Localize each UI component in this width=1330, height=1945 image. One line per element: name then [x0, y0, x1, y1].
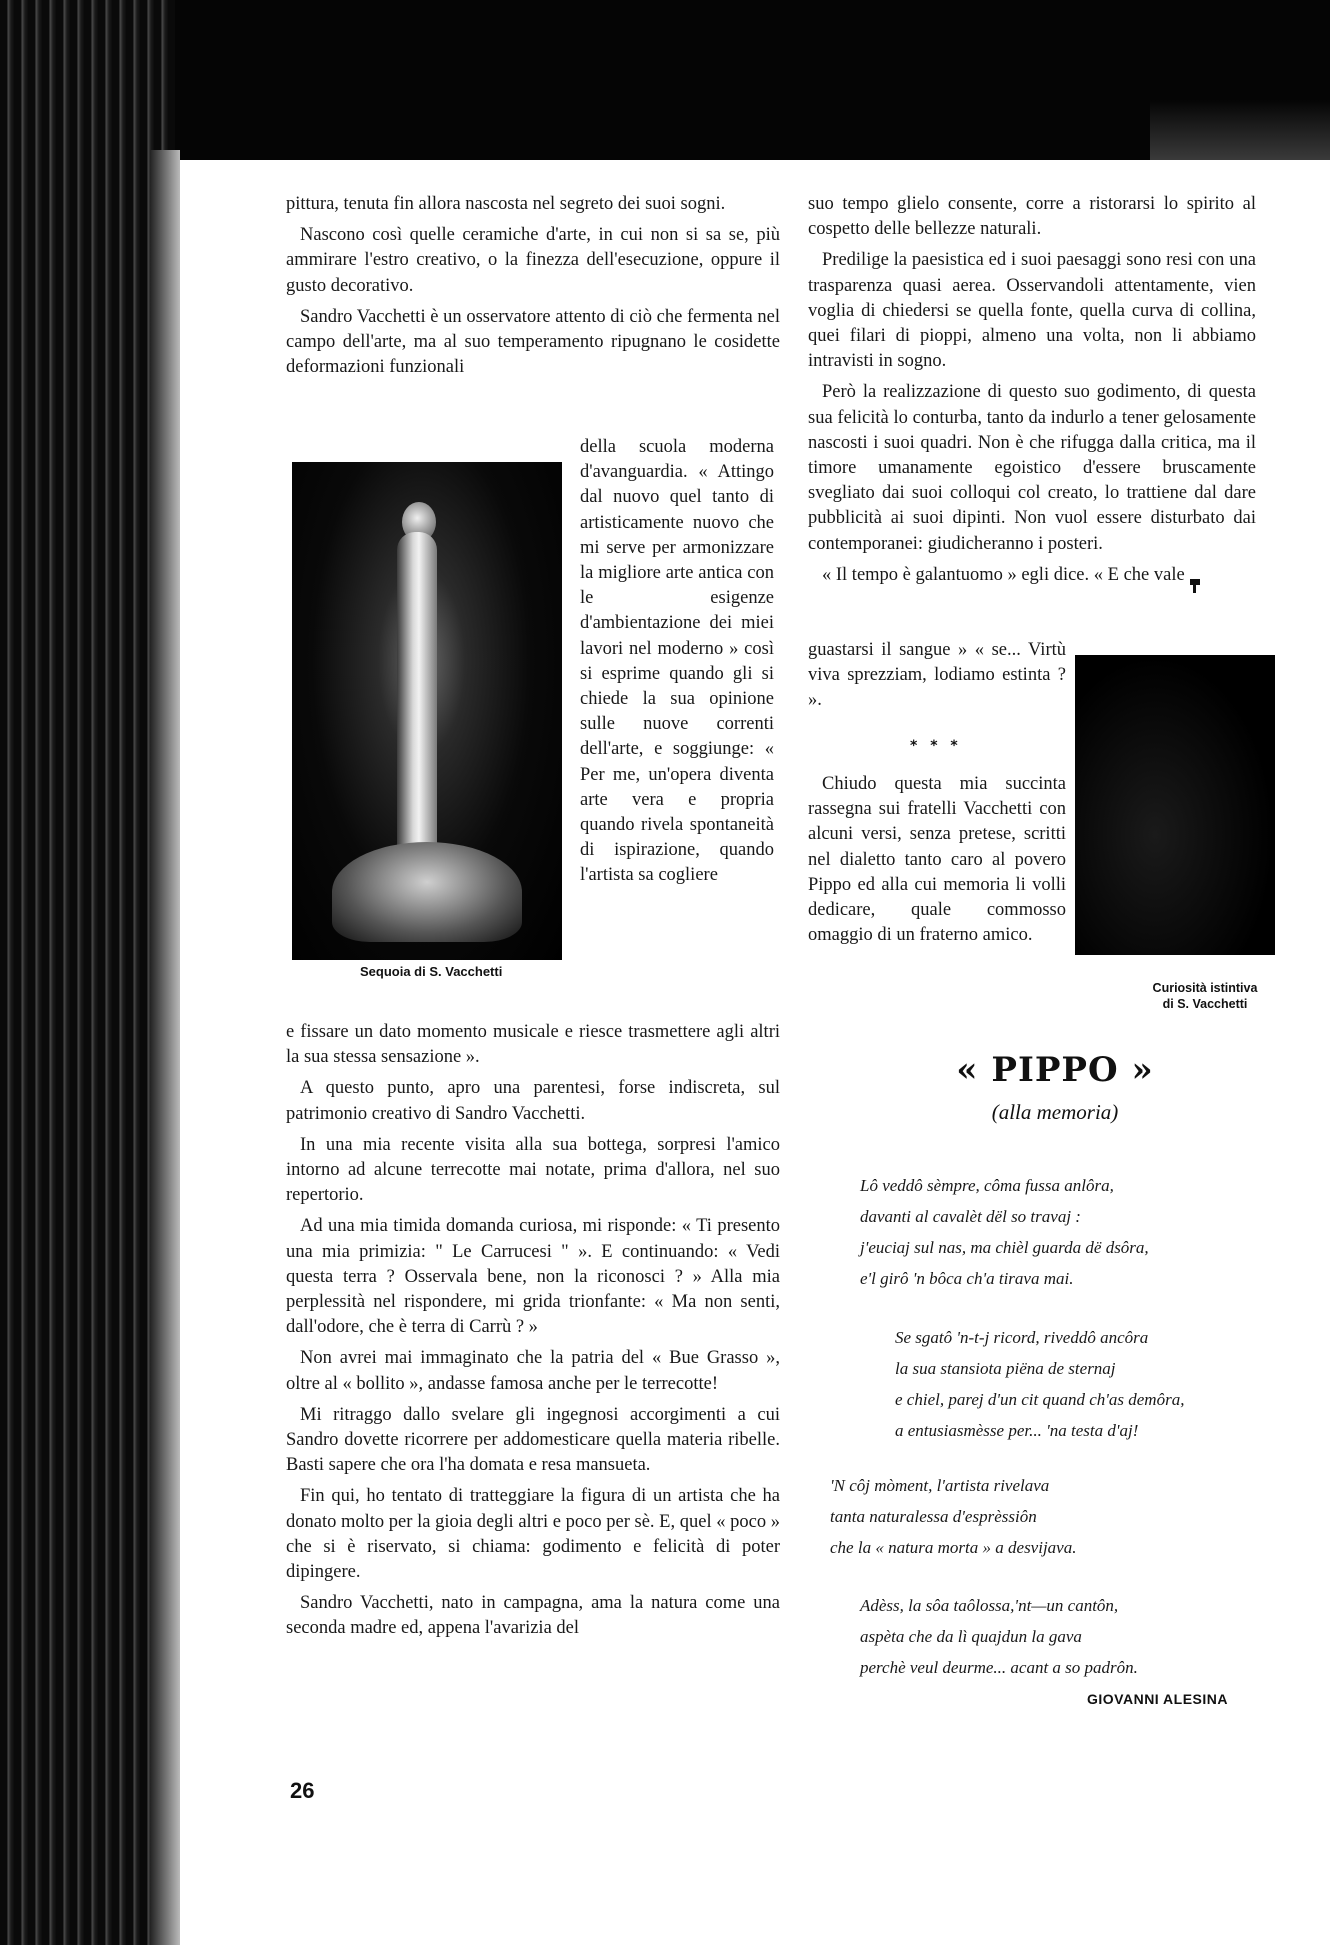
poem-line: Adèss, la sôa taôlossa,'nt—un cantôn,	[860, 1596, 1119, 1615]
poem-line: e'l girô 'n bôca ch'a tirava mai.	[860, 1269, 1074, 1288]
poem-author: GIOVANNI ALESINA	[1087, 1691, 1229, 1707]
poem-line: che la « natura morta » a desvijava.	[830, 1538, 1077, 1557]
paragraph: « Il tempo è galantuomo » egli dice. « E che vale	[822, 564, 1185, 585]
poem-line: a entusiasmèsse per... 'na testa d'aj!	[895, 1421, 1139, 1440]
paragraph: Ad una mia timida domanda curiosa, mi risponde: « Ti presento una mia primizia: " Le Carrucesi " ». E continuando: « Vedi questa terra ? Osservala bene, non la riconosci ? » Alla mia perplessità nel rispondere, mi grida trionfante: « Ma non senti, dall'odore, che è terra di Carrù ? »	[286, 1216, 780, 1338]
scan-book-spine-edge	[0, 0, 175, 1945]
wrapped-text-beside-photo: della scuola moderna d'avanguardia. « Attingo dal nuovo quel tanto di artisticamente nuovo che mi serve per armonizzare la migliore arte antica con le esigenze d'ambientazione dei miei lavori nel moderno » così si esprime quando gli si chiede la sua opinione sulle nuove correnti dell'arte, e soggiunge: « Per me, un'opera diventa arte vera e propria quando rivela spontaneità di ispirazione, quando l'artista sa cogliere	[580, 437, 774, 886]
poem-line: e chiel, parej d'un cit quand ch'as demôra,	[895, 1390, 1185, 1409]
scan-dark-top-edge	[0, 0, 1330, 160]
section-separator-stars: * * *	[910, 738, 962, 754]
closing-paragraph: Chiudo questa mia succinta rassegna sui fratelli Vacchetti con alcuni versi, senza pretese, scritti nel dialetto tanto caro al povero Pippo ed alla cui memoria li volli dedicare, quale commosso omaggio di un fraterno amico.	[808, 774, 1066, 946]
caption-line: Curiosità istintiva	[1152, 981, 1258, 995]
paragraph: Fin qui, ho tentato di tratteggiare la figura di un artista che ha donato molto per la gioia degli altri e poco per sè. E, quel « poco » che si è riservato, si chiama: godimento e felicità di poter dipingere.	[286, 1486, 780, 1583]
sculpture-photo-sequoia	[292, 462, 562, 960]
paragraph: Però la realizzazione di questo suo godimento, di questa sua felicità lo conturba, tanto da indurlo a tener gelosamente nascosti i suoi quadri. Non è che rifugga dalla critica, ma il timore umanamente egoistico d'essere bruscamente svegliato dai suoi colloqui col creato, lo trattiene dal dare pubblicità ai suoi dipinti. Non vuol essere disturbato dai contemporanei: giudicheranno i posteri.	[808, 382, 1256, 554]
pointing-hand-icon	[1188, 577, 1202, 595]
poem-line: Se sgatô 'n-t-j ricord, riveddô ancôra	[895, 1328, 1149, 1347]
left-column-continuation	[286, 1020, 780, 1648]
paragraph: e fissare un dato momento musicale e riesce trasmettere agli altri la sua stessa sensazione ».	[286, 1022, 780, 1068]
paragraph: Sandro Vacchetti, nato in campagna, ama la natura come una seconda madre ed, appena l'avarizia del	[286, 1593, 780, 1639]
photo-caption	[1120, 980, 1290, 1012]
poem-subtitle: (alla memoria)	[991, 1100, 1119, 1124]
right-column-text	[808, 192, 1256, 594]
paragraph: Nascono così quelle ceramiche d'arte, in cui non si sa se, più ammirare l'estro creativo, o la finezza dell'esecuzione, oppure il gusto decorativo.	[286, 225, 780, 296]
poem-stanza	[895, 1322, 1184, 1446]
paragraph: Mi ritraggo dallo svelare gli ingegnosi accorgimenti a cui Sandro dovette ricorrere per addomesticare quella materia ribelle. Basti sapere che ora l'ha domata e resa mansueta.	[286, 1404, 780, 1476]
left-column-text	[286, 192, 780, 386]
poem-stanza	[830, 1470, 1076, 1563]
poem-line: tanta naturalessa d'esprèssiôn	[830, 1507, 1037, 1526]
poem-line: j'euciaj sul nas, ma chièl guarda dë dsôra,	[860, 1238, 1149, 1257]
paragraph: In una mia recente visita alla sua bottega, sorpresi l'amico intorno ad alcune terrecotte mai notate, prima d'allora, nel suo repertorio.	[286, 1134, 780, 1206]
statue-body-shape	[397, 532, 437, 862]
poem-stanza	[860, 1590, 1138, 1683]
painting-photo-curiosita	[1075, 655, 1275, 955]
photo-caption: Sequoia di S. Vacchetti	[360, 964, 503, 979]
statue-base-shape	[332, 842, 522, 942]
paragraph: Predilige la paesistica ed i suoi paesaggi sono resi con una trasparenza quasi aerea. Osservandoli attentamente, vien voglia di chiedersi se quella fonte, quella curva di collina, quei filari di pioppi, almeno una volta, non li abbiamo intravisti in sogno.	[808, 250, 1256, 372]
poem-line: aspèta che da lì quajdun la gava	[860, 1627, 1082, 1646]
poem-line: la sua stansiota piëna de sternaj	[895, 1359, 1116, 1378]
caption-line: di S. Vacchetti	[1162, 997, 1248, 1011]
paragraph: suo tempo glielo consente, corre a ristorarsi lo spirito al cospetto delle bellezze naturali.	[808, 194, 1256, 240]
paragraph: A questo punto, apro una parentesi, forse indiscreta, sul patrimonio creativo di Sandro Vacchetti.	[286, 1078, 780, 1124]
poem-title: « PIPPO »	[956, 1050, 1154, 1090]
wrapped-text-beside-photo: guastarsi il sangue » « se... Virtù viva sprezziam, lodiamo estinta ? ».	[808, 640, 1066, 711]
paragraph: Sandro Vacchetti è un osservatore attento di ciò che fermenta nel campo dell'arte, ma al suo temperamento ripugnano le cosidette deformazioni funzionali	[286, 306, 780, 378]
poem-stanza	[860, 1170, 1149, 1294]
paragraph: Non avrei mai immaginato che la patria del « Bue Grasso », oltre al « bollito », andasse famosa anche per le terrecotte!	[286, 1348, 780, 1394]
scan-top-fade	[1150, 100, 1330, 160]
poem-line: Lô veddô sèmpre, côma fussa anlôra,	[860, 1176, 1114, 1195]
page-number: 26	[290, 1778, 315, 1803]
scan-page-curl-shadow	[150, 150, 180, 1945]
poem-line: 'N côj mòment, l'artista rivelava	[830, 1476, 1050, 1495]
poem-line: perchè veul deurme... acant a so padrôn.	[860, 1658, 1138, 1677]
paragraph: pittura, tenuta fin allora nascosta nel segreto dei suoi sogni.	[286, 194, 726, 214]
poem-line: davanti al cavalèt dël so travaj :	[860, 1207, 1081, 1226]
